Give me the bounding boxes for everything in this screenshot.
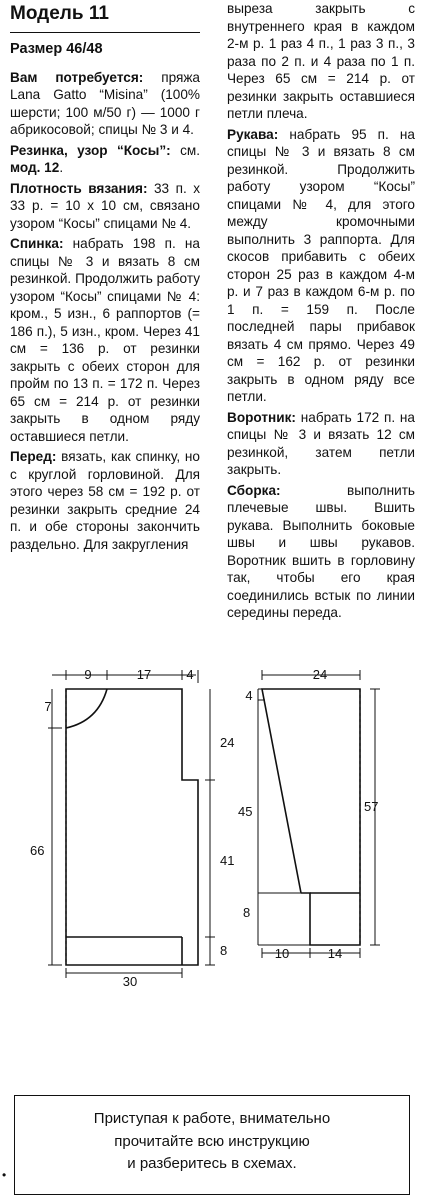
paragraph [10, 142, 200, 177]
schematic-svg [0, 655, 424, 1005]
dim-rib-height: 8 [220, 943, 228, 958]
paragraph [10, 448, 200, 553]
body-outline [66, 689, 198, 965]
dim-sleeve-rib-height: 8 [243, 905, 251, 920]
paragraph-heading: Перед: [10, 449, 57, 464]
paragraph [227, 482, 415, 622]
paragraph [227, 409, 415, 479]
dim-body-width: 30 [122, 974, 138, 989]
neckline-curve [66, 689, 107, 728]
dim-neck-width: 9 [84, 667, 92, 682]
dim-neck-depth: 7 [44, 699, 52, 714]
notice-line-3: и разберитесь в схемах. [127, 1155, 297, 1172]
paragraph-heading: Плотность вязания: [10, 180, 148, 196]
paragraph-text: пряжа Lana Gatto “Misina” (100% шерсти; 100 м/50 г) — 1000 г абрикосовой; спицы № 3 и 4. [10, 69, 200, 137]
page-title: Модель 11 [10, 3, 109, 24]
instruction-notice [14, 1095, 410, 1195]
paragraph-text: набрать 172 п. на спицы № 3 и вязать 12 см резинкой, затем петли закрыть. [227, 409, 415, 477]
dim-sleeve-bottom-left: 10 [274, 946, 290, 961]
title-divider [10, 32, 200, 33]
dim-armhole-height: 24 [220, 735, 235, 750]
paragraph-bold-ref: мод. 12 [10, 160, 60, 175]
dim-sleeve-total-height: 57 [364, 799, 379, 814]
paragraph [227, 0, 415, 123]
paragraph-text: набрать 95 п. на спицы № 3 и вязать 8 см резинкой. Продолжить работу узором “Косы” спицами № 4, для этого между кромочными выполнить 3 раппорта. Для скосов прибавить с обеих сторон 25 раз в каждом 4-м р. и 7 раз в каждом 6-м р. по 1 п. = 159 п. После последней пары прибавок вязать 4 см прямо. Через 49 см = 162 р. от резинки закрыть в одном ряду все петли. [227, 126, 415, 404]
paragraph-text: 33 п. х 33 р. = 10 х 10 см, связано узором “Косы” спицами № 4. [10, 180, 200, 231]
paragraph [10, 235, 200, 445]
paragraph [10, 180, 200, 233]
left-text-block [10, 69, 200, 554]
paragraph-heading: Резинка, узор “Косы”: [10, 142, 171, 158]
paragraph-heading: Вам потребуется: [10, 69, 144, 85]
right-column [227, 0, 415, 625]
dim-sleeve-top-left: 4 [245, 688, 253, 703]
paragraph-text: вязать, как спинку, но с круглой горловиной. Для этого через 58 см = 192 р. от резинки закрыть средние 24 п. и обе стороны закончить раздельно. Для закругления [10, 449, 200, 552]
dim-side-height: 41 [220, 853, 235, 868]
dim-shoulder-width: 17 [136, 667, 152, 682]
notice-line-1: Приступая к работе, внимательно [93, 1110, 331, 1127]
left-column [10, 0, 200, 556]
paragraph [10, 69, 200, 139]
pattern-schematics [0, 655, 424, 1005]
paragraph-heading: Сборка: [227, 482, 281, 498]
paragraph-text: выполнить плечевые швы. Вшить рукава. Выполнить боковые швы и швы рукавов. Воротник вшить в горловину так, чтобы его края соединились встык по линии середины переда. [227, 482, 415, 620]
paragraph-text: набрать 198 п. на спицы № 3 и вязать 8 см резинкой. Продолжить работу узором “Косы” спицами № 4: кром., 5 изн., 6 раппортов (= 186 п.), 5 изн., кром. Через 41 см = 136 р. от резинки закрыть с обеих сторон для пройм по 13 п. = 172 п. Через 65 см = 214 р. от резинки закрыть в одном ряду оставшиеся петли. [10, 236, 200, 444]
sleeve-outline [262, 689, 360, 945]
paragraph-text: см. [170, 142, 200, 158]
paragraph-heading: Воротник: [227, 409, 296, 425]
dim-total-height: 66 [30, 843, 45, 858]
paragraph-text: выреза закрыть с внутреннего края в каждом 2-м р. 1 раз 4 п., 1 раз 3 п., 3 раза по 2 п. и 4 раза по 1 п. Через 65 см = 214 р. от резинки закрыть оставшиеся петли плеча. [227, 1, 415, 121]
paragraph-heading: Спинка: [10, 236, 64, 251]
paragraph-heading: Рукава: [227, 126, 279, 142]
dim-sleeve-bottom-width: 14 [327, 946, 343, 961]
right-text-block [227, 0, 415, 622]
paragraph [227, 126, 415, 406]
dim-top-right: 4 [186, 667, 194, 682]
dim-sleeve-slope-height: 45 [238, 804, 253, 819]
notice-line-2: прочитайте всю инструкцию [114, 1132, 310, 1150]
page-dot: • [2, 1168, 7, 1182]
paragraph-tail: . [59, 160, 64, 175]
dim-sleeve-top-width: 24 [312, 667, 328, 682]
size-label: Размер 46/48 [10, 41, 103, 57]
